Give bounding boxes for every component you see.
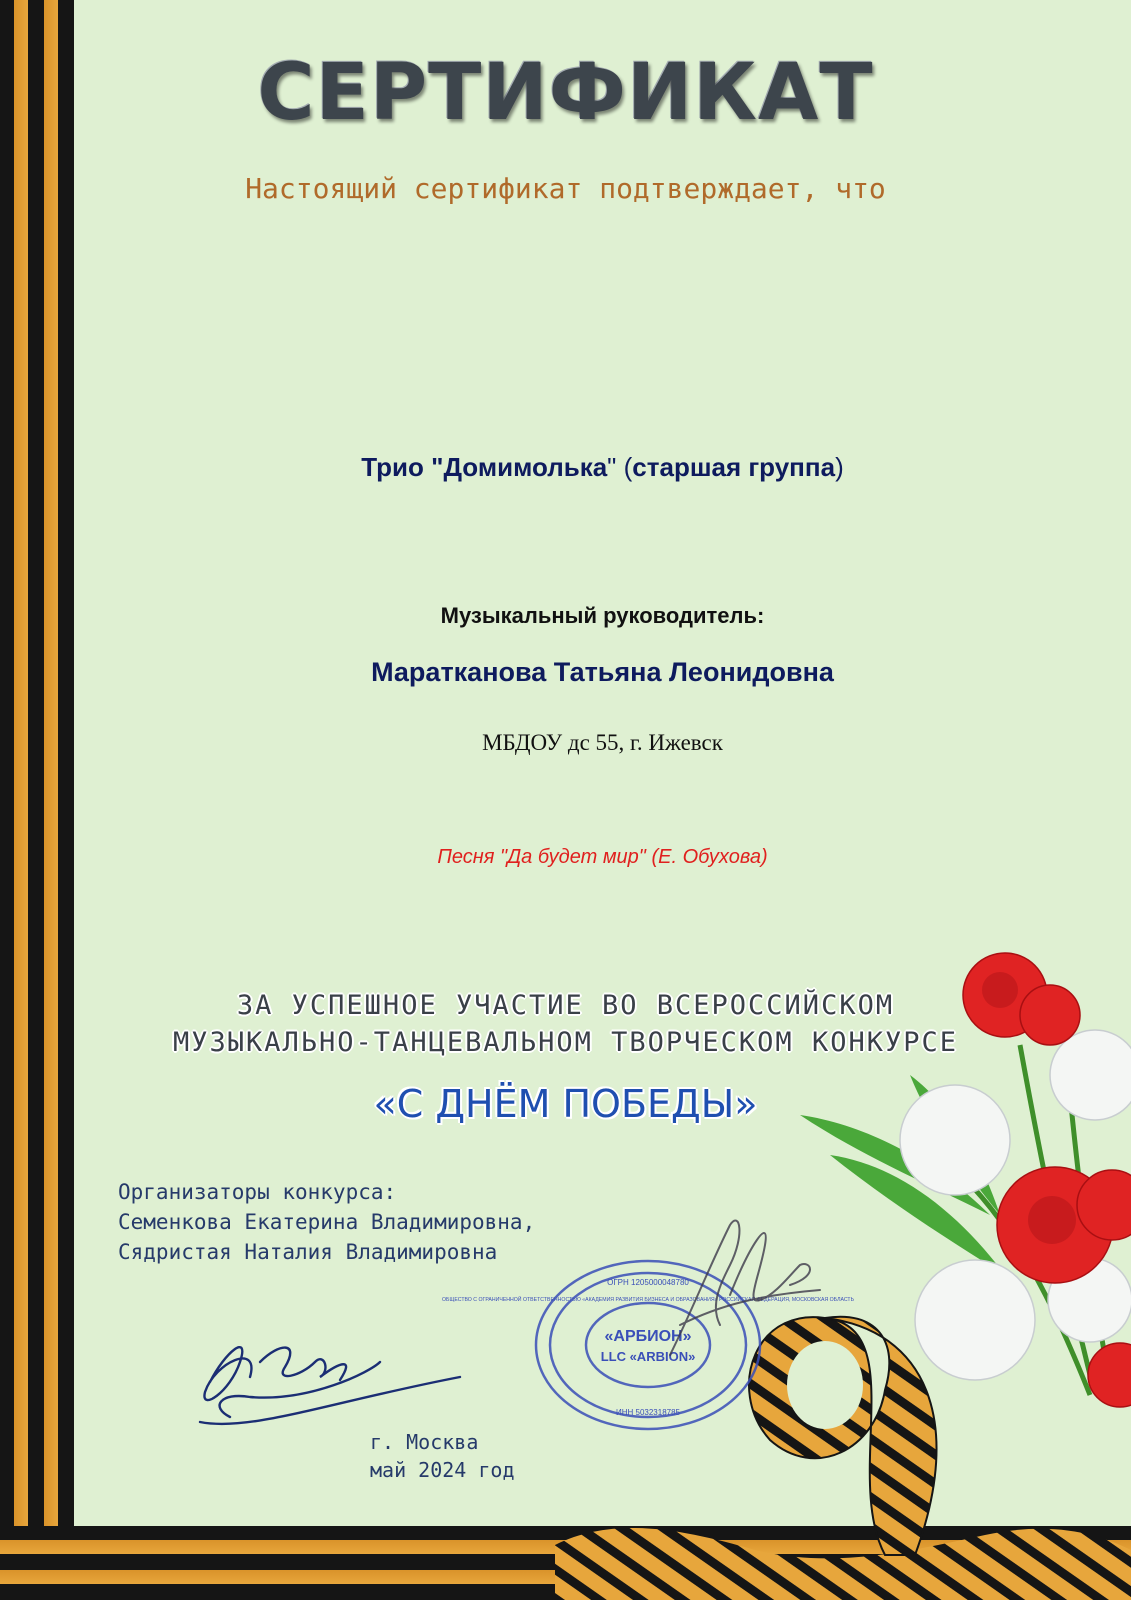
award-line-2: МУЗЫКАЛЬНО-ТАНЦЕВАЛЬНОМ ТВОРЧЕСКОМ КОНКУРСЕ xyxy=(173,1027,958,1058)
organizers-label: Организаторы конкурса: xyxy=(118,1180,397,1204)
stamp-center-line-2: LLC «ARBION» xyxy=(600,1349,696,1364)
stamp-ogrn: ОГРН 1205000048780 xyxy=(607,1278,689,1287)
recipient-middle: " ( xyxy=(607,452,633,482)
organizer-2: Сядристая Наталия Владимировна xyxy=(118,1240,498,1264)
contest-name: «С ДНЁМ ПОБЕДЫ» xyxy=(373,1082,758,1126)
organizer-1: Семенкова Екатерина Владимировна, xyxy=(118,1210,536,1234)
institution: МБДОУ дс 55, г. Ижевск xyxy=(482,730,723,755)
recipient-line xyxy=(74,452,1131,483)
recipient-name: Домимолька xyxy=(443,452,608,482)
supervisor-label: Музыкальный руководитель: xyxy=(440,603,765,628)
recipient-suffix: ) xyxy=(835,452,844,482)
certificate-title: СЕРТИФИКАТ xyxy=(257,48,874,138)
signature-right-icon xyxy=(650,1205,830,1365)
signature-left-icon xyxy=(190,1322,490,1442)
date: май 2024 год xyxy=(370,1458,515,1482)
song-title: Песня "Да будет мир" (Е. Обухова) xyxy=(437,846,768,868)
stamp-ring-text: ОБЩЕСТВО С ОГРАНИЧЕННОЙ ОТВЕТСТВЕННОСТЬЮ «АКАДЕМИЯ РАЗВИТИЯ БИЗНЕСА И ОБРАЗОВАНИЯ» РОССИЙСКАЯ ФЕДЕРАЦИЯ, МОСКОВСКАЯ ОБЛАСТЬ xyxy=(442,1297,854,1303)
city: г. Москва xyxy=(370,1430,479,1454)
recipient-group: старшая группа xyxy=(632,452,836,482)
recipient-prefix: Трио " xyxy=(361,452,444,482)
stamp-inn: ИНН 5032318785 xyxy=(615,1408,681,1417)
stamp-center-line-1: «АРБИОН» xyxy=(604,1328,692,1345)
supervisor-name: Маратканова Татьяна Леонидовна xyxy=(371,657,834,687)
award-line-1: ЗА УСПЕШНОЕ УЧАСТИЕ ВО ВСЕРОССИЙСКОМ xyxy=(236,990,895,1021)
certificate-subtitle: Настоящий сертификат подтверждает, что xyxy=(245,172,886,205)
st-george-ribbon-left-border xyxy=(0,0,74,1600)
